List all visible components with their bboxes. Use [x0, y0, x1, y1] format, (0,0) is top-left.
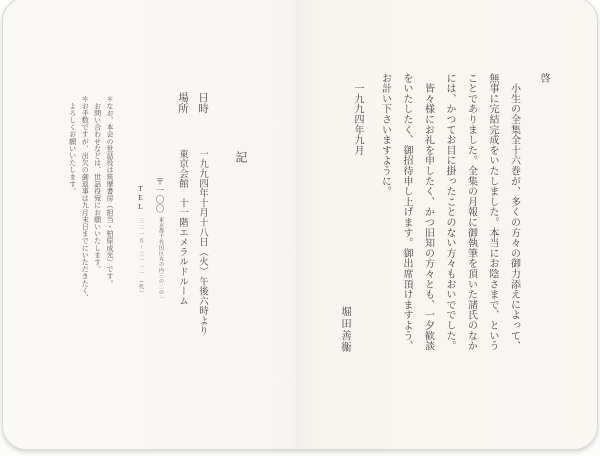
address-row — [150, 177, 170, 301]
tel-label: TEL — [136, 184, 145, 211]
detail-value-datetime: 一九九四年十月十八日（火）午後六時より — [197, 149, 207, 336]
details-heading: 記 — [234, 151, 248, 164]
body-line: 小生の全集全十六巻が、多くの方々の御力添えによって、 — [508, 73, 520, 352]
detail-label-datetime: 日時 — [197, 92, 208, 114]
right-page — [297, 0, 597, 448]
detail-label-place: 場所 — [177, 92, 188, 114]
body-line: 無事に完結完成をいたしました。本当にお陰さまで、という — [487, 73, 498, 352]
left-page — [2, 0, 297, 448]
footnote-line: お問い合わせなどは、世話役宛にお願いいたします。 — [93, 95, 102, 273]
venue-address-block — [130, 177, 170, 301]
body-line: お計い下さいますように。 — [379, 73, 391, 197]
body-line: をいたしたく、御招待申し上げます。御出席頂けますよう、 — [401, 73, 412, 352]
event-details — [172, 92, 212, 335]
letter-date: 一九九四年九月 — [352, 73, 363, 156]
postal-code: 〒一〇〇 — [155, 177, 165, 213]
tel-row — [130, 177, 150, 301]
detail-row-datetime — [192, 92, 212, 335]
detail-value-place: 東京会館 十一階エメラルドルーム — [177, 149, 187, 306]
letter-body — [347, 73, 555, 373]
footnote-line: ＊お手数ですが、出欠の御返事は九月末日までにいただきたく、 — [81, 95, 90, 301]
street-address: 東京都千代田区丸の内三の二の一 — [158, 217, 163, 301]
opening-salutation: 啓 — [538, 73, 549, 84]
footnotes — [66, 95, 116, 301]
body-line: ことでありました。全集の月報に御執筆を頂いた諸氏のなか — [465, 73, 477, 352]
tel-number: 三二一五－二一一一（代） — [138, 218, 143, 298]
body-line: には、かつてお目に掛ったことのない方々もおいででした。 — [444, 73, 455, 352]
signature: 堀田善衞 — [340, 306, 351, 354]
body-line: 皆々様にお礼を申したく、かつ旧知の方々とも、一夕歓談 — [422, 73, 434, 352]
detail-row-place — [172, 92, 192, 335]
footnote-line: よろしくお願いいたします。 — [68, 95, 77, 195]
footnote-line: ＊なお、本会の世話役は筑摩書房（担当・柏原成光）です。 — [106, 95, 114, 287]
